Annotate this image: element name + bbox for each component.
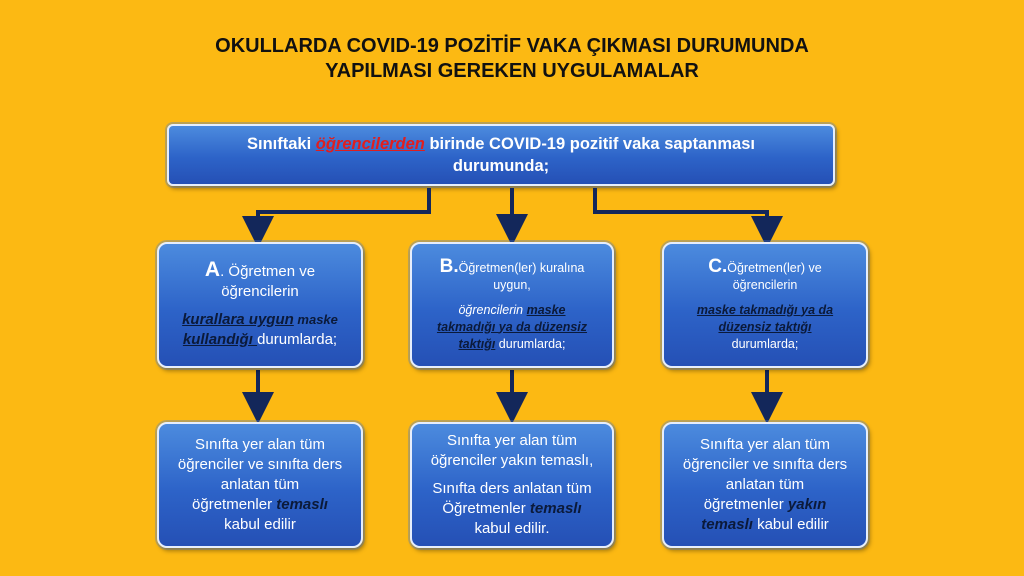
result-a-line-3: anlatan tüm bbox=[220, 476, 300, 493]
case-b-text-3: öğrencilerin bbox=[458, 302, 527, 317]
case-c-line-3 bbox=[664, 302, 866, 319]
case-c-em-2: düzensiz taktığı bbox=[718, 319, 812, 334]
result-c-box bbox=[662, 422, 868, 548]
case-a-em-3: kullandığı bbox=[182, 331, 258, 348]
top-box-line-1 bbox=[209, 133, 793, 155]
case-c-tail: durumlarda; bbox=[731, 336, 799, 351]
page-title bbox=[0, 34, 1024, 84]
case-a-line-4 bbox=[159, 330, 361, 350]
top-condition-box bbox=[167, 124, 835, 186]
result-b-line-2: öğrenciler yakın temaslı, bbox=[430, 452, 594, 469]
result-a-em: temaslı bbox=[276, 496, 328, 513]
case-a-text-1: . Öğretmen ve bbox=[220, 263, 316, 280]
case-a-letter: A bbox=[204, 258, 221, 281]
title-line-2: YAPILMASI GEREKEN UYGULAMALAR bbox=[325, 60, 699, 82]
case-a-em-1: kurallara uygun bbox=[182, 311, 294, 328]
top-box-highlight: öğrencilerden bbox=[315, 135, 425, 153]
result-c-line-1: Sınıfta yer alan tüm bbox=[699, 436, 831, 453]
result-c-line-5 bbox=[664, 515, 866, 535]
top-box-text-2: birinde COVID-19 pozitif vaka saptanması bbox=[424, 135, 755, 153]
case-b-line-2: uygun, bbox=[493, 277, 531, 292]
case-b-line-3 bbox=[412, 302, 612, 319]
case-c-line-4 bbox=[664, 319, 866, 336]
result-b-text-4: Öğretmenler bbox=[442, 500, 530, 517]
result-b-line-5: kabul edilir. bbox=[474, 520, 550, 537]
result-b-em: temaslı bbox=[529, 500, 582, 517]
top-box-text-1: Sınıftaki bbox=[247, 135, 316, 153]
case-c-box bbox=[662, 242, 868, 368]
case-c-letter: C. bbox=[708, 255, 728, 277]
case-a-line-1 bbox=[159, 260, 361, 282]
case-a-box bbox=[157, 242, 363, 368]
result-c-line-2: öğrenciler ve sınıfta ders bbox=[682, 456, 848, 473]
result-c-text-5: kabul edilir bbox=[752, 516, 829, 533]
result-a-line-5: kabul edilir bbox=[224, 516, 296, 533]
top-box-line-2: durumunda; bbox=[452, 157, 550, 175]
case-a-tail: durumlarda; bbox=[257, 331, 338, 348]
result-a-line-2: öğrenciler ve sınıfta ders bbox=[177, 456, 343, 473]
case-b-line-1 bbox=[412, 255, 612, 277]
arrow-to-a bbox=[258, 188, 429, 232]
case-a-line-2: öğrencilerin bbox=[221, 283, 299, 300]
result-b-line-4 bbox=[412, 499, 612, 519]
case-c-line-1 bbox=[664, 255, 866, 277]
result-a-line-4 bbox=[159, 495, 361, 515]
result-c-line-3: anlatan tüm bbox=[725, 476, 805, 493]
case-b-em-3: taktığı bbox=[458, 336, 496, 351]
case-b-line-4 bbox=[412, 319, 612, 336]
case-b-em-2: takmadığı ya da düzensiz bbox=[436, 319, 588, 334]
case-c-em-1: maske takmadığı ya da bbox=[696, 302, 834, 317]
result-c-text-4: öğretmenler bbox=[703, 496, 788, 513]
result-b-line-1: Sınıfta yer alan tüm bbox=[446, 432, 578, 449]
case-b-em-1: maske bbox=[526, 302, 566, 317]
case-b-box bbox=[410, 242, 614, 368]
result-a-text-4: öğretmenler bbox=[192, 496, 277, 513]
result-b-line-3: Sınıfta ders anlatan tüm bbox=[432, 480, 592, 497]
case-a-line-3 bbox=[159, 310, 361, 330]
case-a-em-2: maske bbox=[293, 312, 338, 327]
result-a-line-1: Sınıfta yer alan tüm bbox=[194, 436, 326, 453]
case-b-text-1: Öğretmen(ler) kuralına bbox=[458, 260, 585, 275]
arrow-to-c bbox=[595, 188, 767, 232]
result-c-em: yakın bbox=[787, 496, 827, 513]
result-c-em-2: temaslı bbox=[701, 516, 753, 533]
title-line-1: OKULLARDA COVID-19 POZİTİF VAKA ÇIKMASI DURUMUNDA bbox=[215, 35, 809, 57]
case-b-line-5 bbox=[412, 336, 612, 353]
case-b-letter: B. bbox=[439, 255, 459, 277]
result-c-line-4 bbox=[664, 495, 866, 515]
result-a-box bbox=[157, 422, 363, 548]
case-b-tail: durumlarda; bbox=[495, 336, 566, 351]
case-c-text-1: Öğretmen(ler) ve bbox=[727, 260, 822, 275]
case-c-line-2: öğrencilerin bbox=[732, 277, 798, 292]
result-b-box bbox=[410, 422, 614, 548]
